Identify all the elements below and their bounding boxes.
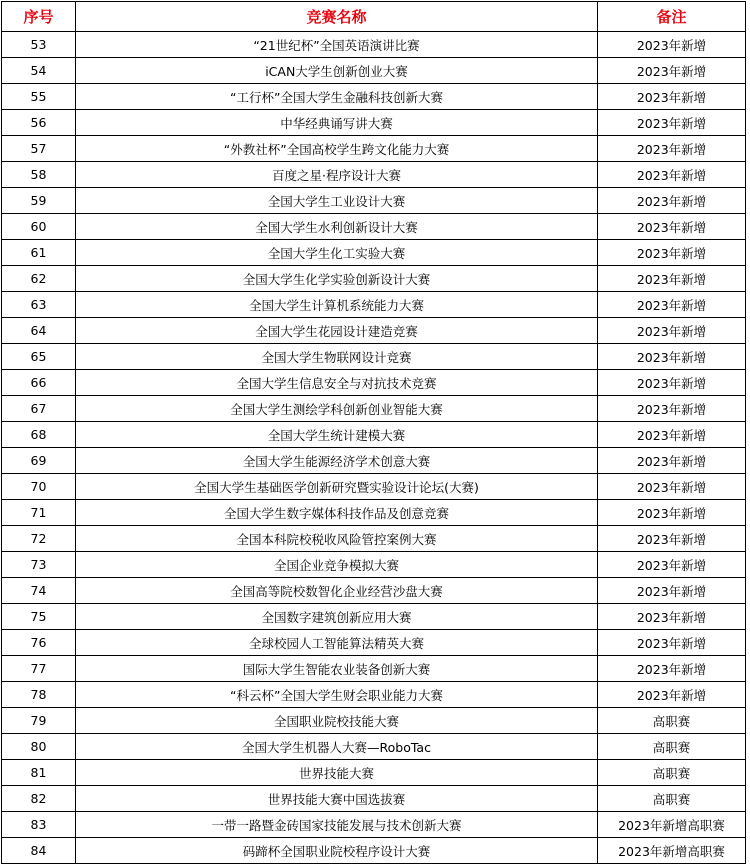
cell-name: 全国数字建筑创新应用大赛 (76, 604, 598, 630)
table-row (2, 214, 746, 240)
cell-name: 码蹄杯全国职业院校程序设计大赛 (76, 838, 598, 864)
cell-name: 全国大学生水利创新设计大赛 (76, 214, 598, 240)
cell-name: 全国大学生工业设计大赛 (76, 188, 598, 214)
cell-index: 66 (2, 370, 76, 396)
table-row (2, 604, 746, 630)
cell-note: 2023年新增 (598, 656, 746, 682)
cell-note: 2023年新增 (598, 552, 746, 578)
cell-index: 79 (2, 708, 76, 734)
cell-index: 71 (2, 500, 76, 526)
table-row (2, 318, 746, 344)
cell-index: 78 (2, 682, 76, 708)
header-index: 序号 (2, 2, 76, 32)
cell-index: 56 (2, 110, 76, 136)
cell-note: 2023年新增 (598, 110, 746, 136)
table-row (2, 266, 746, 292)
cell-name: 一带一路暨金砖国家技能发展与技术创新大赛 (76, 812, 598, 838)
cell-name: 全国职业院校技能大赛 (76, 708, 598, 734)
cell-name: 全国大学生统计建模大赛 (76, 422, 598, 448)
cell-note: 2023年新增 (598, 422, 746, 448)
cell-note: 高职赛 (598, 708, 746, 734)
table-row (2, 656, 746, 682)
cell-index: 75 (2, 604, 76, 630)
cell-index: 65 (2, 344, 76, 370)
header-name: 竞赛名称 (76, 2, 598, 32)
table-row (2, 58, 746, 84)
cell-name: “科云杯”全国大学生财会职业能力大赛 (76, 682, 598, 708)
cell-index: 77 (2, 656, 76, 682)
cell-note: 2023年新增 (598, 474, 746, 500)
cell-index: 53 (2, 32, 76, 58)
cell-note: 高职赛 (598, 734, 746, 760)
cell-note: 2023年新增高职赛 (598, 838, 746, 864)
cell-note: 2023年新增 (598, 396, 746, 422)
cell-note: 2023年新增 (598, 188, 746, 214)
cell-note: 高职赛 (598, 786, 746, 812)
table-row (2, 188, 746, 214)
cell-note: 2023年新增 (598, 526, 746, 552)
cell-index: 69 (2, 448, 76, 474)
table-row (2, 760, 746, 786)
cell-name: 世界技能大赛 (76, 760, 598, 786)
table-row (2, 786, 746, 812)
cell-name: 全国高等院校数智化企业经营沙盘大赛 (76, 578, 598, 604)
table-row (2, 708, 746, 734)
cell-note: 2023年新增 (598, 58, 746, 84)
cell-index: 61 (2, 240, 76, 266)
table-row (2, 630, 746, 656)
cell-note: 2023年新增 (598, 604, 746, 630)
table-row (2, 448, 746, 474)
table-row (2, 474, 746, 500)
cell-index: 76 (2, 630, 76, 656)
cell-note: 2023年新增 (598, 162, 746, 188)
cell-note: 2023年新增 (598, 500, 746, 526)
cell-name: 全国大学生基础医学创新研究暨实验设计论坛(大赛) (76, 474, 598, 500)
cell-name: 全国大学生化工实验大赛 (76, 240, 598, 266)
cell-index: 59 (2, 188, 76, 214)
cell-name: 世界技能大赛中国选拔赛 (76, 786, 598, 812)
cell-name: “21世纪杯”全国英语演讲比赛 (76, 32, 598, 58)
cell-note: 2023年新增 (598, 318, 746, 344)
cell-name: 全国本科院校税收风险管控案例大赛 (76, 526, 598, 552)
table-row (2, 344, 746, 370)
table-row (2, 578, 746, 604)
table-row (2, 526, 746, 552)
cell-index: 67 (2, 396, 76, 422)
cell-note: 2023年新增 (598, 448, 746, 474)
cell-index: 81 (2, 760, 76, 786)
cell-name: 国际大学生智能农业装备创新大赛 (76, 656, 598, 682)
cell-name: 全国大学生计算机系统能力大赛 (76, 292, 598, 318)
cell-name: 全国大学生测绘学科创新创业智能大赛 (76, 396, 598, 422)
header-note: 备注 (598, 2, 746, 32)
cell-note: 2023年新增 (598, 630, 746, 656)
cell-name: 全国大学生机器人大赛—RoboTac (76, 734, 598, 760)
cell-index: 54 (2, 58, 76, 84)
table-row (2, 422, 746, 448)
cell-index: 55 (2, 84, 76, 110)
cell-name: 全国大学生数字媒体科技作品及创意竞赛 (76, 500, 598, 526)
cell-index: 57 (2, 136, 76, 162)
cell-index: 74 (2, 578, 76, 604)
cell-index: 63 (2, 292, 76, 318)
table-row (2, 396, 746, 422)
table-row (2, 734, 746, 760)
competition-table (1, 1, 746, 864)
table-row (2, 110, 746, 136)
header-row (2, 2, 746, 32)
cell-name: 中华经典诵写讲大赛 (76, 110, 598, 136)
cell-index: 68 (2, 422, 76, 448)
cell-index: 62 (2, 266, 76, 292)
cell-index: 73 (2, 552, 76, 578)
table-row (2, 812, 746, 838)
cell-note: 2023年新增高职赛 (598, 812, 746, 838)
cell-note: 2023年新增 (598, 266, 746, 292)
table-row (2, 552, 746, 578)
table-row (2, 500, 746, 526)
cell-name: “工行杯”全国大学生金融科技创新大赛 (76, 84, 598, 110)
table-row (2, 838, 746, 864)
cell-index: 60 (2, 214, 76, 240)
table-row (2, 84, 746, 110)
cell-name: 全国企业竞争模拟大赛 (76, 552, 598, 578)
cell-note: 2023年新增 (598, 136, 746, 162)
table-row (2, 240, 746, 266)
cell-note: 2023年新增 (598, 214, 746, 240)
cell-name: 百度之星·程序设计大赛 (76, 162, 598, 188)
cell-note: 2023年新增 (598, 370, 746, 396)
cell-index: 84 (2, 838, 76, 864)
table-row (2, 32, 746, 58)
cell-note: 2023年新增 (598, 240, 746, 266)
table-body (2, 32, 746, 864)
cell-name: 全国大学生能源经济学术创意大赛 (76, 448, 598, 474)
table-row (2, 292, 746, 318)
cell-name: 全球校园人工智能算法精英大赛 (76, 630, 598, 656)
cell-note: 2023年新增 (598, 292, 746, 318)
cell-index: 64 (2, 318, 76, 344)
table-row (2, 370, 746, 396)
cell-index: 72 (2, 526, 76, 552)
cell-index: 82 (2, 786, 76, 812)
cell-index: 83 (2, 812, 76, 838)
cell-index: 58 (2, 162, 76, 188)
cell-note: 2023年新增 (598, 682, 746, 708)
table-row (2, 136, 746, 162)
cell-index: 70 (2, 474, 76, 500)
cell-note: 高职赛 (598, 760, 746, 786)
cell-index: 80 (2, 734, 76, 760)
cell-name: 全国大学生化学实验创新设计大赛 (76, 266, 598, 292)
cell-name: 全国大学生物联网设计竞赛 (76, 344, 598, 370)
cell-note: 2023年新增 (598, 344, 746, 370)
cell-name: 全国大学生信息安全与对抗技术竞赛 (76, 370, 598, 396)
cell-name: “外教社杯”全国高校学生跨文化能力大赛 (76, 136, 598, 162)
table-row (2, 162, 746, 188)
cell-note: 2023年新增 (598, 32, 746, 58)
cell-name: iCAN大学生创新创业大赛 (76, 58, 598, 84)
table-row (2, 682, 746, 708)
cell-name: 全国大学生花园设计建造竞赛 (76, 318, 598, 344)
cell-note: 2023年新增 (598, 578, 746, 604)
cell-note: 2023年新增 (598, 84, 746, 110)
